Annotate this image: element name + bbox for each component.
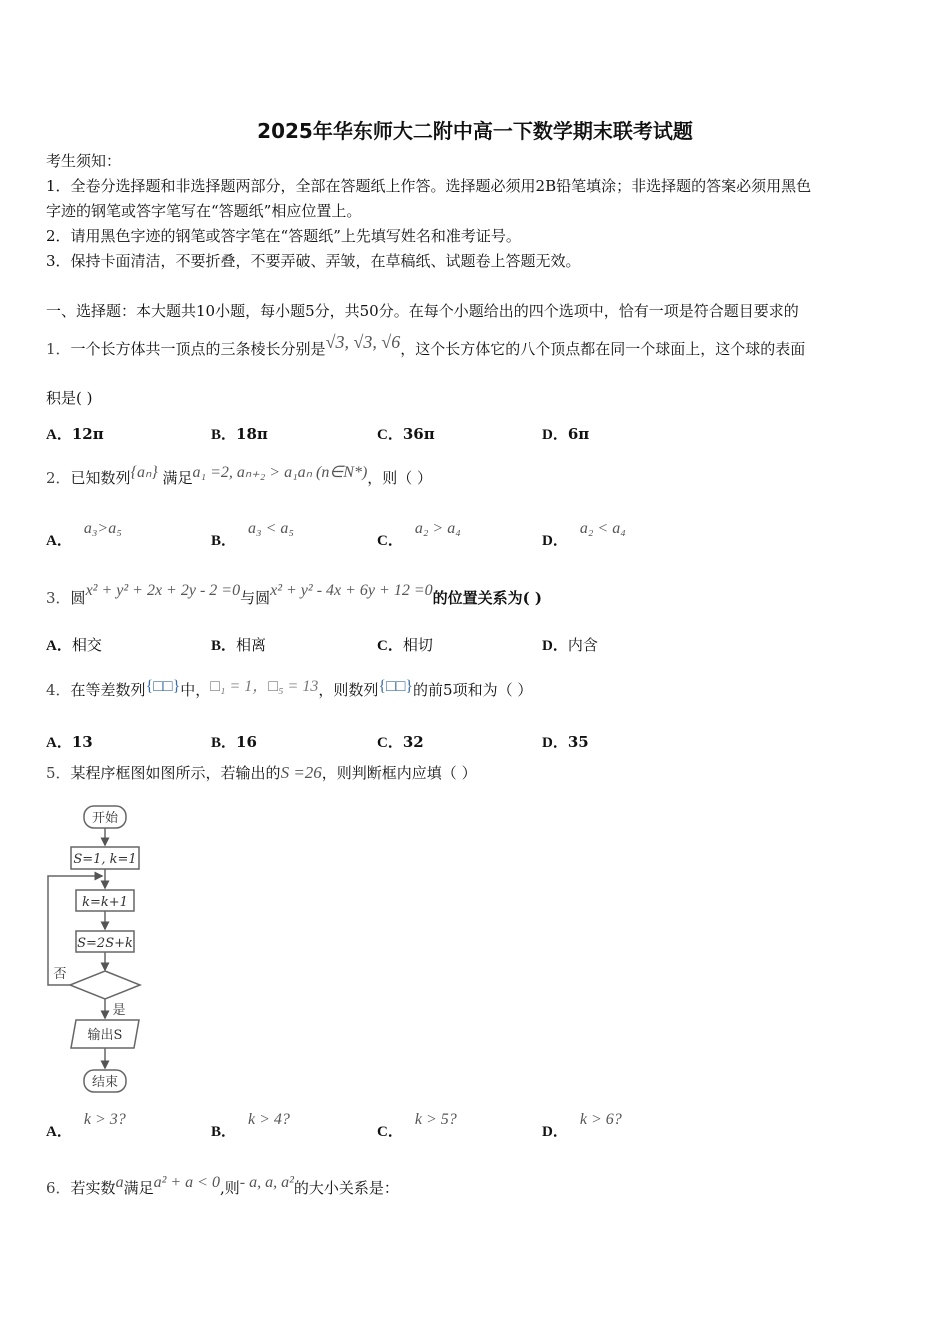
flowchart xyxy=(40,800,160,1095)
question-text: ，则数列 xyxy=(318,681,379,699)
option-text: 32 xyxy=(402,733,424,751)
option-label: C． xyxy=(377,638,403,654)
option-label: C． xyxy=(377,533,403,549)
option-label: D． xyxy=(542,427,568,443)
option-label: C． xyxy=(377,735,403,751)
option-c[interactable] xyxy=(377,731,424,752)
option-a[interactable] xyxy=(46,423,104,444)
option-text: k > 3? xyxy=(83,1111,126,1128)
flowchart-label: 结束 xyxy=(91,1075,119,1090)
option-text: 35 xyxy=(567,733,589,751)
option-label: C． xyxy=(377,427,403,443)
option-label: D． xyxy=(542,533,568,549)
option-text: 16 xyxy=(236,733,257,751)
option-text: 36π xyxy=(402,425,435,443)
flowchart-label: k=k+1 xyxy=(82,895,128,910)
option-text: 18π xyxy=(236,425,268,443)
option-b[interactable] xyxy=(211,423,268,444)
option-text: a₂ < a₄ xyxy=(579,520,626,537)
question-text: 在等差数列 xyxy=(70,681,146,699)
option-c[interactable] xyxy=(377,520,461,550)
question-number: 5． xyxy=(46,764,71,782)
flowchart-label: S=1, k=1 xyxy=(73,852,137,867)
question-text: 一个长方体共一顶点的三条棱长分别是 xyxy=(70,340,326,358)
question-text: 满足 xyxy=(123,1179,154,1197)
math-expression: √3, √3, √6 xyxy=(325,332,401,352)
option-label: B． xyxy=(211,427,237,443)
flowchart-label: S=2S+k xyxy=(77,936,133,951)
question-number: 1． xyxy=(46,340,71,358)
question-text: 积是( ) xyxy=(46,389,93,407)
option-b[interactable] xyxy=(211,1111,290,1141)
flowchart-decision xyxy=(70,971,140,999)
option-d[interactable] xyxy=(542,520,626,550)
option-text: k > 5? xyxy=(414,1111,457,1128)
option-d[interactable] xyxy=(542,1111,622,1141)
option-d[interactable] xyxy=(542,423,589,444)
option-b[interactable] xyxy=(211,520,294,550)
option-c[interactable] xyxy=(377,634,433,655)
option-text: a₃ < a₅ xyxy=(248,520,294,537)
option-label: B． xyxy=(211,638,237,654)
question-number: 3． xyxy=(46,589,71,607)
math-expression: a xyxy=(115,1174,124,1191)
option-a[interactable] xyxy=(46,520,122,550)
question-text: 满足 xyxy=(162,469,193,487)
option-text: 12π xyxy=(71,425,104,443)
option-b[interactable] xyxy=(211,731,257,752)
option-label: D． xyxy=(542,638,568,654)
option-label: B． xyxy=(211,735,237,751)
option-a[interactable] xyxy=(46,634,102,655)
question-text: 的大小关系是： xyxy=(293,1179,399,1197)
flowchart-label: 开始 xyxy=(91,811,119,826)
question-number: 6． xyxy=(46,1179,71,1197)
option-text: a₃>a₅ xyxy=(83,520,122,537)
option-text: k > 6? xyxy=(579,1111,622,1128)
question-text: 某程序框图如图所示，若输出的 xyxy=(70,764,281,782)
option-label: D． xyxy=(542,1124,568,1140)
question-text: ，则判断框内应填（ ） xyxy=(321,764,477,782)
question-6 xyxy=(46,1174,399,1199)
math-expression: {aₙ} xyxy=(130,464,158,481)
option-text: 内含 xyxy=(567,636,598,654)
question-text: 的位置关系为( ) xyxy=(432,589,543,607)
question-text: ，则（ ） xyxy=(367,469,433,487)
math-expression: {□□} xyxy=(378,678,414,695)
option-text: 相交 xyxy=(71,636,102,654)
notice-item: 3．保持卡面清洁，不要折叠，不要弄破、弄皱，在草稿纸、试题卷上答题无效。 xyxy=(46,252,581,270)
question-5 xyxy=(46,763,477,783)
question-text: 若实数 xyxy=(70,1179,116,1197)
option-text: 13 xyxy=(71,733,93,751)
page-title: 2025年华东师大二附中高一下数学期末联考试题 xyxy=(257,119,693,143)
notice-item: 2．请用黑色字迹的钢笔或答字笔在“答题纸”上先填写姓名和准考证号。 xyxy=(46,227,521,245)
option-label: B． xyxy=(211,533,237,549)
flowchart-label: 否 xyxy=(53,967,67,982)
option-text: 6π xyxy=(567,425,590,443)
option-text: k > 4? xyxy=(248,1111,290,1128)
math-expression: a² + a < 0 xyxy=(153,1174,220,1191)
question-4 xyxy=(46,680,532,701)
flowchart-label: 输出S xyxy=(87,1028,123,1043)
option-label: D． xyxy=(542,735,568,751)
question-2 xyxy=(46,464,433,489)
option-label: B． xyxy=(211,1124,237,1140)
option-text: a₂ > a₄ xyxy=(414,520,461,537)
flowchart-label: 是 xyxy=(112,1003,126,1018)
question-text: ，这个长方体它的八个顶点都在同一个球面上，这个球的表面 xyxy=(400,340,806,358)
option-d[interactable] xyxy=(542,731,589,752)
math-expression: x² + y² + 2x + 2y - 2 =0 xyxy=(85,582,241,599)
option-label: A． xyxy=(46,1124,72,1140)
option-c[interactable] xyxy=(377,423,435,444)
notice-item: 1．全卷分选择题和非选择题两部分，全部在答题纸上作答。选择题必须用2B铅笔填涂；非选择题的答案必须用黑色 xyxy=(46,177,812,195)
option-label: A． xyxy=(46,638,72,654)
option-text: 相切 xyxy=(402,636,433,654)
question-number: 2． xyxy=(46,469,71,487)
option-d[interactable] xyxy=(542,634,598,655)
option-label: A． xyxy=(46,533,72,549)
math-expression: □₁ = 1，□₅ = 13 xyxy=(210,678,319,695)
option-a[interactable] xyxy=(46,1111,126,1141)
question-text: 圆 xyxy=(70,589,86,607)
option-a[interactable] xyxy=(46,731,93,752)
math-expression: - a, a, a² xyxy=(239,1174,294,1191)
math-expression: a₁ =2, aₙ₊₂ > a₁aₙ (n∈N*) xyxy=(192,464,368,481)
option-text: 相离 xyxy=(236,636,267,654)
question-number: 4． xyxy=(46,681,71,699)
option-c[interactable] xyxy=(377,1111,457,1141)
option-label: A． xyxy=(46,735,72,751)
question-text: 的前5项和为（ ） xyxy=(413,681,533,699)
notice-heading: 考生须知： xyxy=(46,152,122,170)
question-3 xyxy=(46,582,543,609)
section-heading: 一、选择题：本大题共10小题，每小题5分，共50分。在每个小题给出的四个选项中，恰有一项是符合题目要求的 xyxy=(46,302,799,320)
question-text: ,则 xyxy=(219,1179,240,1197)
question-1 xyxy=(46,332,806,359)
math-expression: S =26 xyxy=(280,763,322,782)
question-text: 已知数列 xyxy=(70,469,131,487)
question-text: 与圆 xyxy=(240,589,271,607)
notice-item: 字迹的钢笔或答字笔写在“答题纸”相应位置上。 xyxy=(46,202,362,220)
math-expression: x² + y² - 4x + 6y + 12 =0 xyxy=(270,582,433,599)
option-label: A． xyxy=(46,427,72,443)
question-text: 中， xyxy=(180,681,211,699)
math-expression: {□□} xyxy=(145,678,181,695)
option-label: C． xyxy=(377,1124,403,1140)
option-b[interactable] xyxy=(211,634,266,655)
